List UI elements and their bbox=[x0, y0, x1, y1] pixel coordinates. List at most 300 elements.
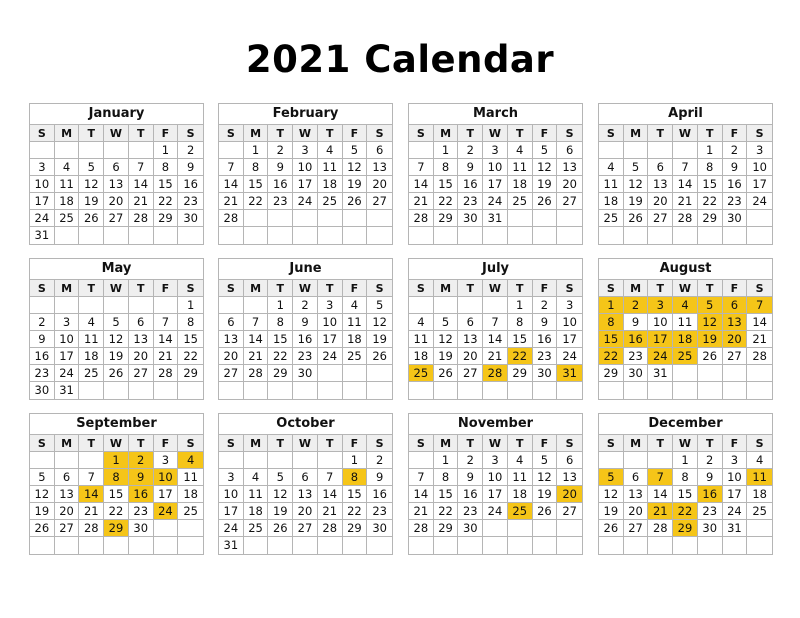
day-cell: 23 bbox=[723, 193, 748, 210]
day-cell: 4 bbox=[508, 452, 533, 469]
day-cell: 30 bbox=[30, 382, 55, 399]
day-cell: 5 bbox=[343, 142, 368, 159]
day-cell: 23 bbox=[293, 348, 318, 365]
day-cell: 16 bbox=[533, 331, 558, 348]
day-cell: 30 bbox=[698, 520, 723, 537]
day-cell: 16 bbox=[723, 176, 748, 193]
day-cell: 9 bbox=[698, 469, 723, 486]
day-cell: 2 bbox=[30, 314, 55, 331]
day-cell: 28 bbox=[219, 210, 244, 227]
empty-cell bbox=[648, 142, 673, 159]
month-march bbox=[408, 103, 583, 245]
day-cell: 1 bbox=[698, 142, 723, 159]
day-cell: 3 bbox=[483, 452, 508, 469]
day-cell: 7 bbox=[409, 469, 434, 486]
day-cell: 20 bbox=[129, 348, 154, 365]
day-cell: 5 bbox=[30, 469, 55, 486]
day-cell: 16 bbox=[698, 486, 723, 503]
month-name: January bbox=[30, 104, 203, 125]
empty-cell bbox=[434, 227, 459, 244]
empty-cell bbox=[178, 227, 203, 244]
empty-cell bbox=[104, 142, 129, 159]
weekday-header: S bbox=[219, 125, 244, 142]
weekday-header: S bbox=[409, 280, 434, 297]
empty-cell bbox=[268, 382, 293, 399]
empty-cell bbox=[154, 227, 179, 244]
day-cell: 9 bbox=[458, 469, 483, 486]
day-cell: 10 bbox=[219, 486, 244, 503]
day-cell: 19 bbox=[268, 503, 293, 520]
day-cell: 27 bbox=[55, 520, 80, 537]
empty-cell bbox=[409, 297, 434, 314]
day-cell: 1 bbox=[244, 142, 269, 159]
day-cell: 31 bbox=[30, 227, 55, 244]
weekday-header: F bbox=[154, 125, 179, 142]
day-cell: 13 bbox=[624, 486, 649, 503]
empty-cell bbox=[673, 382, 698, 399]
day-cell: 24 bbox=[154, 503, 179, 520]
weekday-header: W bbox=[673, 435, 698, 452]
day-cell: 23 bbox=[129, 503, 154, 520]
empty-cell bbox=[79, 382, 104, 399]
day-cell: 18 bbox=[244, 503, 269, 520]
weekday-header: S bbox=[557, 280, 582, 297]
day-cell: 21 bbox=[318, 503, 343, 520]
day-cell: 27 bbox=[104, 210, 129, 227]
empty-cell bbox=[268, 452, 293, 469]
day-cell: 1 bbox=[434, 142, 459, 159]
day-cell: 16 bbox=[367, 486, 392, 503]
day-cell: 10 bbox=[723, 469, 748, 486]
empty-cell bbox=[55, 452, 80, 469]
day-cell: 8 bbox=[698, 159, 723, 176]
day-cell: 14 bbox=[747, 314, 772, 331]
day-cell: 18 bbox=[508, 176, 533, 193]
day-cell: 13 bbox=[557, 159, 582, 176]
empty-cell bbox=[178, 520, 203, 537]
weekday-header: T bbox=[648, 125, 673, 142]
day-cell: 23 bbox=[698, 503, 723, 520]
weekday-header: T bbox=[79, 435, 104, 452]
day-cell: 17 bbox=[557, 331, 582, 348]
day-cell: 2 bbox=[624, 297, 649, 314]
day-cell: 5 bbox=[367, 297, 392, 314]
weekday-header: M bbox=[434, 280, 459, 297]
day-cell: 25 bbox=[343, 348, 368, 365]
day-cell: 3 bbox=[30, 159, 55, 176]
day-cell: 7 bbox=[244, 314, 269, 331]
month-grid bbox=[409, 280, 582, 399]
empty-cell bbox=[648, 382, 673, 399]
weekday-header: T bbox=[318, 280, 343, 297]
weekday-header: F bbox=[723, 125, 748, 142]
day-cell: 1 bbox=[673, 452, 698, 469]
empty-cell bbox=[747, 365, 772, 382]
day-cell: 22 bbox=[434, 193, 459, 210]
day-cell: 16 bbox=[268, 176, 293, 193]
day-cell: 5 bbox=[268, 469, 293, 486]
weekday-header: F bbox=[723, 435, 748, 452]
empty-cell bbox=[599, 142, 624, 159]
day-cell: 9 bbox=[268, 159, 293, 176]
day-cell: 4 bbox=[178, 452, 203, 469]
day-cell: 19 bbox=[30, 503, 55, 520]
empty-cell bbox=[79, 227, 104, 244]
day-cell: 29 bbox=[673, 520, 698, 537]
day-cell: 11 bbox=[318, 159, 343, 176]
weekday-header: T bbox=[268, 435, 293, 452]
empty-cell bbox=[318, 452, 343, 469]
empty-cell bbox=[318, 210, 343, 227]
day-cell: 17 bbox=[483, 176, 508, 193]
weekday-header: F bbox=[154, 435, 179, 452]
day-cell: 19 bbox=[367, 331, 392, 348]
day-cell: 29 bbox=[508, 365, 533, 382]
day-cell: 22 bbox=[268, 348, 293, 365]
day-cell: 1 bbox=[599, 297, 624, 314]
day-cell: 24 bbox=[318, 348, 343, 365]
day-cell: 23 bbox=[178, 193, 203, 210]
month-grid bbox=[599, 125, 772, 244]
weekday-header: W bbox=[104, 280, 129, 297]
empty-cell bbox=[624, 452, 649, 469]
weekday-header: F bbox=[343, 280, 368, 297]
empty-cell bbox=[698, 537, 723, 554]
day-cell: 10 bbox=[483, 469, 508, 486]
day-cell: 24 bbox=[30, 210, 55, 227]
day-cell: 3 bbox=[747, 142, 772, 159]
day-cell: 19 bbox=[104, 348, 129, 365]
empty-cell bbox=[434, 537, 459, 554]
day-cell: 12 bbox=[698, 314, 723, 331]
weekday-header: M bbox=[624, 435, 649, 452]
weekday-header: W bbox=[104, 435, 129, 452]
day-cell: 24 bbox=[723, 503, 748, 520]
day-cell: 5 bbox=[599, 469, 624, 486]
day-cell: 1 bbox=[508, 297, 533, 314]
day-cell: 3 bbox=[293, 142, 318, 159]
weekday-header: S bbox=[599, 125, 624, 142]
empty-cell bbox=[673, 365, 698, 382]
day-cell: 1 bbox=[434, 452, 459, 469]
month-name: February bbox=[219, 104, 392, 125]
day-cell: 11 bbox=[508, 469, 533, 486]
day-cell: 15 bbox=[154, 176, 179, 193]
weekday-header: T bbox=[508, 435, 533, 452]
month-name: March bbox=[409, 104, 582, 125]
day-cell: 27 bbox=[723, 348, 748, 365]
month-january bbox=[29, 103, 204, 245]
empty-cell bbox=[747, 227, 772, 244]
day-cell: 14 bbox=[79, 486, 104, 503]
day-cell: 25 bbox=[409, 365, 434, 382]
day-cell: 8 bbox=[599, 314, 624, 331]
empty-cell bbox=[178, 382, 203, 399]
day-cell: 15 bbox=[343, 486, 368, 503]
day-cell: 25 bbox=[508, 503, 533, 520]
day-cell: 5 bbox=[104, 314, 129, 331]
empty-cell bbox=[508, 210, 533, 227]
day-cell: 10 bbox=[55, 331, 80, 348]
day-cell: 26 bbox=[268, 520, 293, 537]
day-cell: 2 bbox=[268, 142, 293, 159]
weekday-header: M bbox=[434, 435, 459, 452]
day-cell: 29 bbox=[178, 365, 203, 382]
empty-cell bbox=[268, 227, 293, 244]
day-cell: 6 bbox=[557, 452, 582, 469]
weekday-header: T bbox=[648, 435, 673, 452]
weekday-header: T bbox=[268, 125, 293, 142]
day-cell: 15 bbox=[599, 331, 624, 348]
weekday-header: T bbox=[508, 280, 533, 297]
day-cell: 13 bbox=[557, 469, 582, 486]
day-cell: 25 bbox=[673, 348, 698, 365]
calendar-title: 2021 Calendar bbox=[245, 38, 555, 81]
day-cell: 23 bbox=[367, 503, 392, 520]
day-cell: 28 bbox=[79, 520, 104, 537]
day-cell: 11 bbox=[79, 331, 104, 348]
empty-cell bbox=[533, 382, 558, 399]
day-cell: 14 bbox=[673, 176, 698, 193]
day-cell: 10 bbox=[293, 159, 318, 176]
month-november bbox=[408, 413, 583, 555]
day-cell: 11 bbox=[599, 176, 624, 193]
day-cell: 21 bbox=[673, 193, 698, 210]
day-cell: 20 bbox=[104, 193, 129, 210]
day-cell: 18 bbox=[747, 486, 772, 503]
weekday-header: S bbox=[747, 435, 772, 452]
empty-cell bbox=[318, 365, 343, 382]
empty-cell bbox=[508, 227, 533, 244]
empty-cell bbox=[293, 382, 318, 399]
day-cell: 25 bbox=[55, 210, 80, 227]
weekday-header: F bbox=[533, 435, 558, 452]
day-cell: 29 bbox=[343, 520, 368, 537]
day-cell: 22 bbox=[673, 503, 698, 520]
empty-cell bbox=[409, 142, 434, 159]
day-cell: 30 bbox=[624, 365, 649, 382]
day-cell: 26 bbox=[624, 210, 649, 227]
day-cell: 3 bbox=[55, 314, 80, 331]
month-name: December bbox=[599, 414, 772, 435]
day-cell: 11 bbox=[55, 176, 80, 193]
day-cell: 8 bbox=[434, 469, 459, 486]
day-cell: 17 bbox=[747, 176, 772, 193]
weekday-header: W bbox=[293, 280, 318, 297]
day-cell: 5 bbox=[624, 159, 649, 176]
day-cell: 14 bbox=[409, 176, 434, 193]
day-cell: 25 bbox=[79, 365, 104, 382]
day-cell: 18 bbox=[599, 193, 624, 210]
day-cell: 11 bbox=[508, 159, 533, 176]
day-cell: 24 bbox=[557, 348, 582, 365]
empty-cell bbox=[367, 227, 392, 244]
day-cell: 9 bbox=[129, 469, 154, 486]
weekday-header: T bbox=[698, 280, 723, 297]
empty-cell bbox=[219, 297, 244, 314]
day-cell: 5 bbox=[434, 314, 459, 331]
day-cell: 3 bbox=[219, 469, 244, 486]
weekday-header: M bbox=[244, 280, 269, 297]
empty-cell bbox=[648, 452, 673, 469]
month-name: April bbox=[599, 104, 772, 125]
weekday-header: F bbox=[343, 125, 368, 142]
day-cell: 27 bbox=[648, 210, 673, 227]
day-cell: 30 bbox=[129, 520, 154, 537]
weekday-header: W bbox=[483, 280, 508, 297]
day-cell: 2 bbox=[458, 142, 483, 159]
empty-cell bbox=[244, 210, 269, 227]
weekday-header: S bbox=[30, 125, 55, 142]
day-cell: 14 bbox=[154, 331, 179, 348]
day-cell: 21 bbox=[747, 331, 772, 348]
day-cell: 2 bbox=[723, 142, 748, 159]
empty-cell bbox=[624, 537, 649, 554]
day-cell: 10 bbox=[557, 314, 582, 331]
empty-cell bbox=[599, 537, 624, 554]
empty-cell bbox=[673, 227, 698, 244]
empty-cell bbox=[723, 382, 748, 399]
empty-cell bbox=[268, 537, 293, 554]
weekday-header: S bbox=[747, 280, 772, 297]
month-grid bbox=[409, 125, 582, 244]
weekday-header: T bbox=[318, 125, 343, 142]
day-cell: 2 bbox=[367, 452, 392, 469]
day-cell: 27 bbox=[557, 193, 582, 210]
month-august bbox=[598, 258, 773, 400]
day-cell: 5 bbox=[533, 452, 558, 469]
day-cell: 28 bbox=[409, 520, 434, 537]
day-cell: 6 bbox=[648, 159, 673, 176]
day-cell: 13 bbox=[458, 331, 483, 348]
day-cell: 24 bbox=[648, 348, 673, 365]
weekday-header: M bbox=[624, 125, 649, 142]
empty-cell bbox=[458, 297, 483, 314]
weekday-header: W bbox=[673, 125, 698, 142]
day-cell: 25 bbox=[599, 210, 624, 227]
day-cell: 26 bbox=[343, 193, 368, 210]
day-cell: 18 bbox=[178, 486, 203, 503]
day-cell: 17 bbox=[154, 486, 179, 503]
day-cell: 23 bbox=[458, 193, 483, 210]
month-name: May bbox=[30, 259, 203, 280]
day-cell: 6 bbox=[624, 469, 649, 486]
weekday-header: T bbox=[458, 435, 483, 452]
day-cell: 27 bbox=[624, 520, 649, 537]
day-cell: 21 bbox=[244, 348, 269, 365]
empty-cell bbox=[154, 297, 179, 314]
day-cell: 26 bbox=[533, 503, 558, 520]
day-cell: 4 bbox=[55, 159, 80, 176]
month-name: September bbox=[30, 414, 203, 435]
empty-cell bbox=[533, 520, 558, 537]
empty-cell bbox=[55, 297, 80, 314]
day-cell: 26 bbox=[698, 348, 723, 365]
empty-cell bbox=[293, 537, 318, 554]
day-cell: 15 bbox=[268, 331, 293, 348]
day-cell: 17 bbox=[30, 193, 55, 210]
day-cell: 7 bbox=[129, 159, 154, 176]
day-cell: 14 bbox=[483, 331, 508, 348]
day-cell: 9 bbox=[624, 314, 649, 331]
day-cell: 8 bbox=[268, 314, 293, 331]
day-cell: 17 bbox=[293, 176, 318, 193]
weekday-header: M bbox=[55, 280, 80, 297]
day-cell: 3 bbox=[318, 297, 343, 314]
day-cell: 22 bbox=[178, 348, 203, 365]
day-cell: 10 bbox=[318, 314, 343, 331]
day-cell: 17 bbox=[219, 503, 244, 520]
day-cell: 15 bbox=[508, 331, 533, 348]
day-cell: 20 bbox=[557, 486, 582, 503]
empty-cell bbox=[244, 227, 269, 244]
day-cell: 18 bbox=[508, 486, 533, 503]
day-cell: 13 bbox=[55, 486, 80, 503]
day-cell: 27 bbox=[367, 193, 392, 210]
empty-cell bbox=[30, 537, 55, 554]
day-cell: 22 bbox=[599, 348, 624, 365]
empty-cell bbox=[244, 537, 269, 554]
day-cell: 3 bbox=[557, 297, 582, 314]
day-cell: 28 bbox=[244, 365, 269, 382]
day-cell: 20 bbox=[458, 348, 483, 365]
day-cell: 13 bbox=[723, 314, 748, 331]
day-cell: 17 bbox=[648, 331, 673, 348]
day-cell: 5 bbox=[698, 297, 723, 314]
day-cell: 20 bbox=[557, 176, 582, 193]
empty-cell bbox=[129, 297, 154, 314]
empty-cell bbox=[293, 452, 318, 469]
day-cell: 15 bbox=[104, 486, 129, 503]
day-cell: 4 bbox=[599, 159, 624, 176]
day-cell: 4 bbox=[508, 142, 533, 159]
empty-cell bbox=[129, 537, 154, 554]
day-cell: 21 bbox=[129, 193, 154, 210]
day-cell: 24 bbox=[55, 365, 80, 382]
day-cell: 14 bbox=[648, 486, 673, 503]
day-cell: 25 bbox=[178, 503, 203, 520]
day-cell: 20 bbox=[293, 503, 318, 520]
day-cell: 10 bbox=[648, 314, 673, 331]
day-cell: 28 bbox=[129, 210, 154, 227]
day-cell: 16 bbox=[458, 486, 483, 503]
day-cell: 10 bbox=[483, 159, 508, 176]
empty-cell bbox=[483, 227, 508, 244]
day-cell: 30 bbox=[293, 365, 318, 382]
month-name: July bbox=[409, 259, 582, 280]
weekday-header: T bbox=[268, 280, 293, 297]
day-cell: 7 bbox=[154, 314, 179, 331]
month-april bbox=[598, 103, 773, 245]
weekday-header: T bbox=[698, 435, 723, 452]
weekday-header: W bbox=[104, 125, 129, 142]
day-cell: 16 bbox=[129, 486, 154, 503]
day-cell: 27 bbox=[219, 365, 244, 382]
day-cell: 24 bbox=[483, 503, 508, 520]
empty-cell bbox=[483, 537, 508, 554]
day-cell: 29 bbox=[599, 365, 624, 382]
day-cell: 18 bbox=[673, 331, 698, 348]
day-cell: 21 bbox=[409, 193, 434, 210]
day-cell: 7 bbox=[747, 297, 772, 314]
month-june bbox=[218, 258, 393, 400]
empty-cell bbox=[318, 537, 343, 554]
day-cell: 18 bbox=[318, 176, 343, 193]
weekday-header: W bbox=[293, 435, 318, 452]
empty-cell bbox=[219, 142, 244, 159]
day-cell: 7 bbox=[409, 159, 434, 176]
empty-cell bbox=[599, 382, 624, 399]
